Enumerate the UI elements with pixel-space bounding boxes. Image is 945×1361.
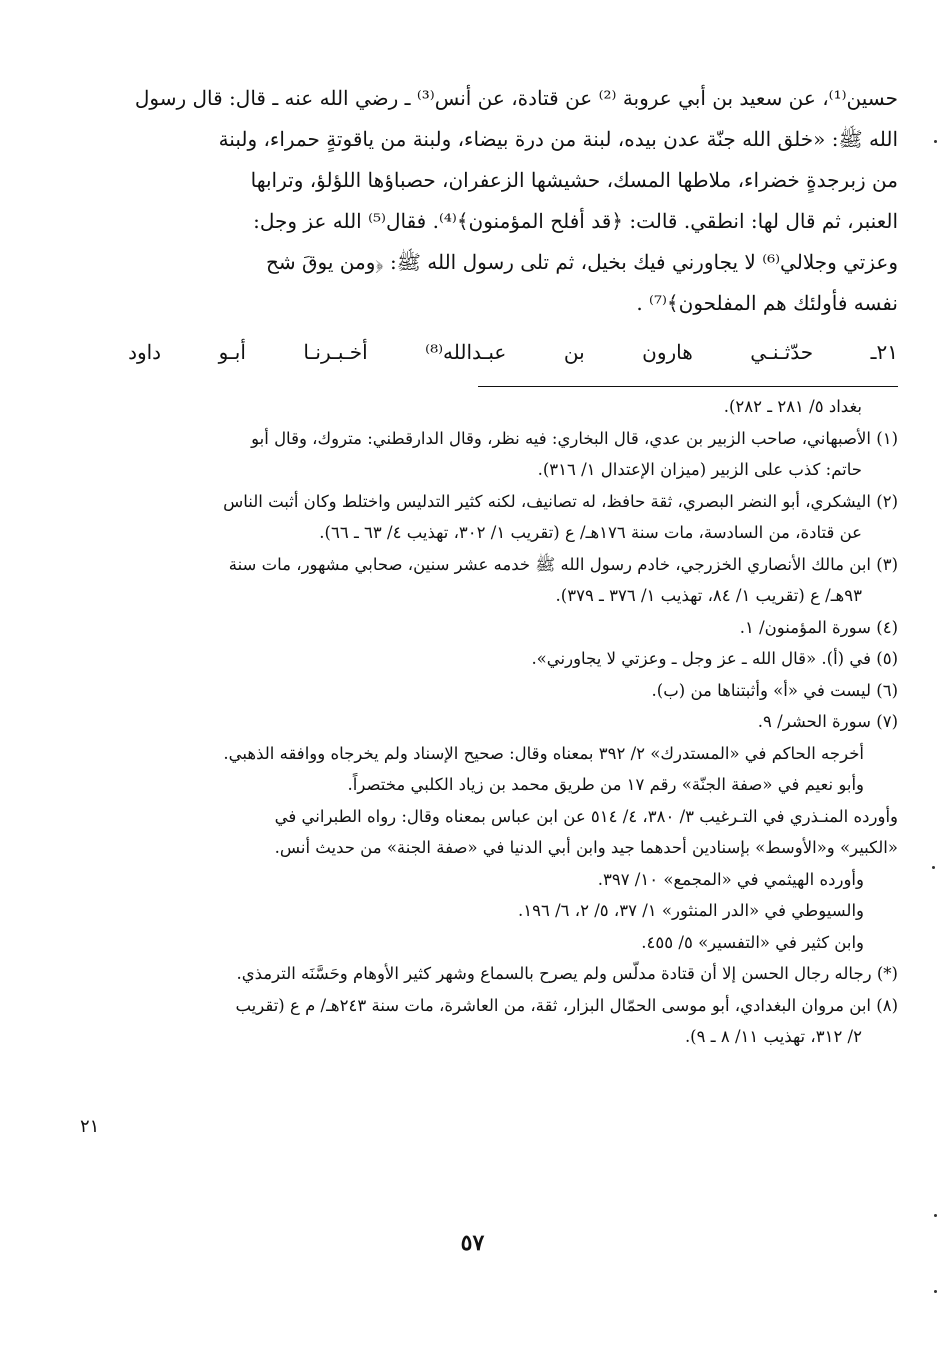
footnote-line: أخرجه الحاكم في «المستدرك» ٢/ ٣٩٢ بمعناه وقال: صحيح الإسناد ولم يخرجاه ووافقه الذهبي. — [223, 743, 864, 763]
footnote-line: «الكبير» و«الأوسط» بإسنادين أحدهما جيد وابن أبي الدنيا في «صفة الجنة» من حديث أنس. — [274, 838, 898, 857]
main-line: نفسه فأولئك هم المفلحون﴾⁽⁷⁾ . — [636, 291, 898, 315]
footnote-line: ٩٣هـ/ ع (تقريب ١/ ٨٤، تهذيب ١/ ٣٧٦ ـ ٣٧٩). — [555, 586, 862, 605]
footnote-line: وأبو نعيم في «صفة الجنّة» رقم ١٧ من طريق محمد بن زياد الكلبي مختصراً. — [347, 775, 864, 794]
main-text — [128, 78, 898, 324]
hadith-heading-line — [128, 332, 898, 372]
footnote-separator — [478, 386, 898, 387]
scan-speck — [934, 140, 937, 143]
hadith-word: أخـبـرنـا — [303, 340, 368, 364]
hadith-word: ٢١ـ — [870, 340, 898, 364]
footnote-line: (١) الأصبهاني، صاحب الزبير بن عدي، قال البخاري: فيه نظر، وقال الدارقطني: متروك، وقال أبو — [251, 428, 898, 448]
page-body — [128, 78, 898, 1053]
scan-speck — [932, 866, 935, 869]
main-line: حسين⁽¹⁾، عن سعيد بن أبي عروبة ⁽²⁾ عن قتادة، عن أنس⁽³⁾ ـ رضي الله عنه ـ قال: قال رسول — [134, 86, 898, 110]
footnote-line: عن قتادة، من السادسة، مات سنة ١٧٦هـ/ ع (تقريب ١/ ٣٠٢، تهذيب ٤/ ٦٣ ـ ٦٦). — [319, 523, 862, 542]
hadith-word: عبـدالله⁽⁸⁾ — [425, 340, 507, 364]
footnotes — [128, 391, 898, 1053]
footnote-line: (٦) ليست في «أ» وأثبتناها من (ب). — [651, 680, 898, 700]
footnote-line: والسيوطي في «الدر المنثور» ١/ ٣٧، ٥/ ٢، ٦/ ١٩٦. — [517, 901, 864, 920]
footnote-line: وأورده الهيثمي في «المجمع» ١٠/ ٣٩٧. — [597, 869, 864, 889]
footnote-line: (٧) سورة الحشر/ ٩. — [757, 712, 898, 731]
footnote-line: (٢) اليشكري، أبو النضر البصري، ثقة حافظ، له تصانيف، لكنه كثير التدليس واختلط وكان أثبت الناس — [223, 491, 898, 511]
hadith-word: داود — [128, 340, 162, 364]
footnote-line: حاتم: كذب على الزبير (ميزان الإعتدال ١/ ٣١٦). — [537, 460, 862, 479]
footnote-line: ٢/ ٣١٢، تهذيب ١١/ ٨ ـ ٩). — [684, 1027, 862, 1046]
hadith-word: أبـو — [218, 340, 246, 364]
footnote-line: (*) رجاله رجال الحسن إلا أن قتادة مدلّس ولم يصرح بالسماع وشهر كثير الأوهام وحَسَّنَه الترمذي. — [236, 964, 898, 983]
hadith-word: بن — [563, 340, 585, 364]
footnote-line: وابن كثير في «التفسير» ٥/ ٤٥٥. — [641, 932, 864, 952]
margin-hadith-number: ٢١ — [80, 1116, 100, 1137]
footnote-line: (٤) سورة المؤمنون/ ١. — [739, 617, 898, 637]
page-number: ٥٧ — [460, 1230, 485, 1256]
footnote-line: (٥) في (أ). «قال الله ـ عز وجل ـ وعزتي لا يجاورني». — [531, 649, 898, 668]
footnote-line: وأورده المنـذري في التـرغيب ٣/ ٣٨٠، ٤/ ٥١٤ عن ابن عباس بمعناه وقال: رواه الطبراني في — [274, 806, 898, 826]
main-line: الله ﷺ: «خلق الله جنّة عدن بيده، لبنة من درة بيضاء، ولبنة من ياقوتةٍ حمراء، ولبنة — [218, 127, 898, 151]
footnote-line: (٨) ابن مروان البغدادي، أبو موسى الحمّال البزار، ثقة، من العاشرة، مات سنة ٢٤٣هـ/ م ع (تقريب — [235, 995, 898, 1015]
main-line: من زبرجدةٍ خضراء، ملاطها المسك، حشيشها الزعفران، حصباؤها اللؤلؤ، وترابها — [250, 168, 898, 192]
main-line: وعزتي وجلالي⁽⁶⁾ لا يجاورني فيك بخيل، ثم تلى رسول الله ﷺ: ﴿ومن يوقَ شح — [266, 250, 898, 274]
hadith-word: هارون — [642, 340, 693, 364]
scan-speck — [934, 1290, 937, 1293]
main-line: العنبر، ثم قال لها: انطقي. قالت: ﴿قد أفلح المؤمنون﴾⁽⁴⁾. فقال⁽⁵⁾ الله عز وجل: — [253, 209, 898, 233]
hadith-word: حدّثـنـي — [750, 340, 814, 364]
scan-speck — [934, 1214, 937, 1217]
footnote-line: (٣) ابن مالك الأنصاري الخزرجي، خادم رسول الله ﷺ خدمه عشر سنين، صحابي مشهور، مات سنة — [228, 554, 898, 574]
footnote-line: بغداد ٥/ ٢٨١ ـ ٢٨٢). — [723, 397, 862, 416]
